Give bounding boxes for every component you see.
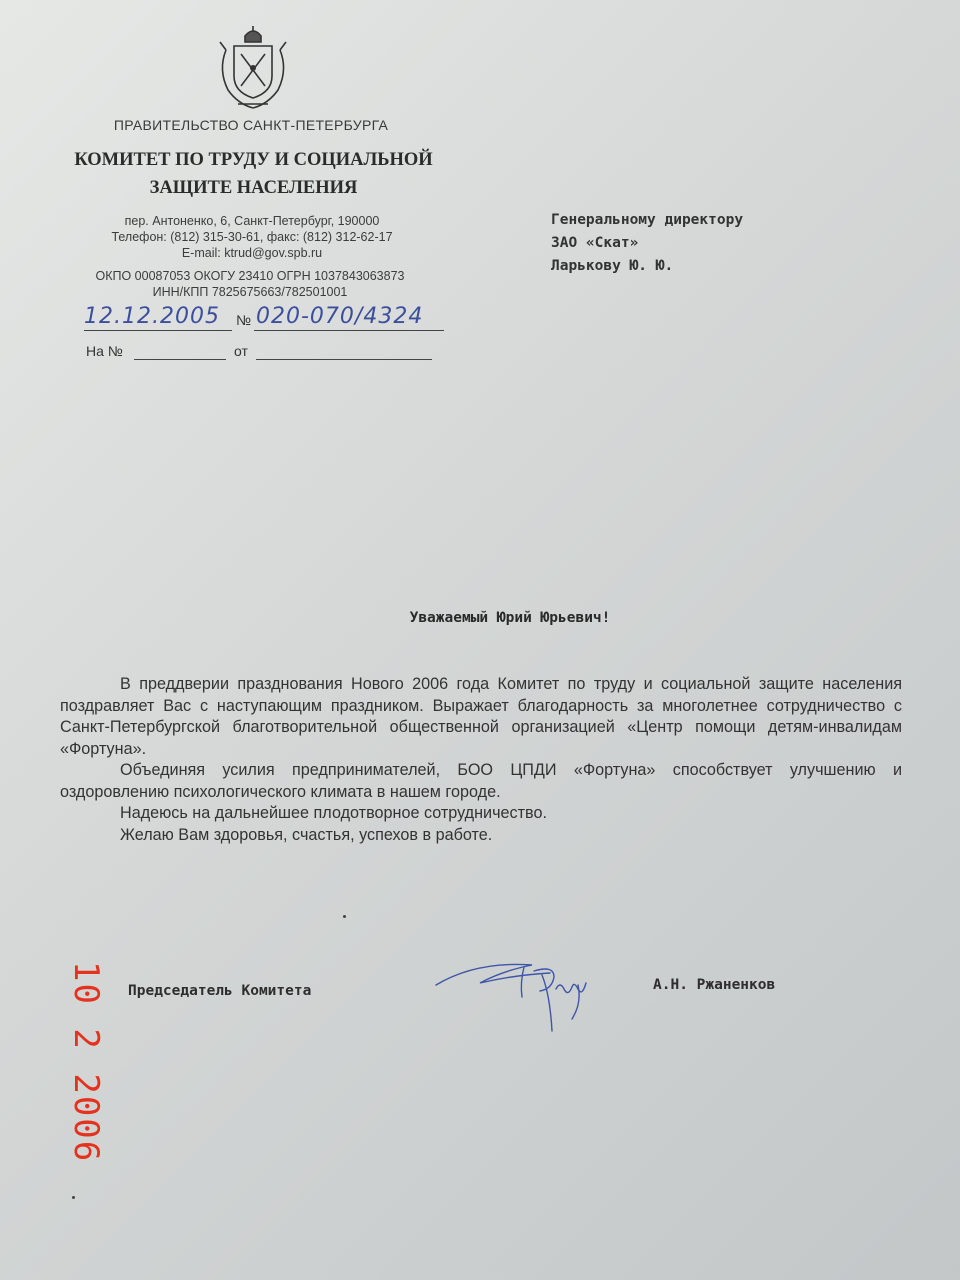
committee-name bbox=[46, 146, 461, 202]
number-underline bbox=[254, 330, 444, 331]
reference-date-blank bbox=[256, 359, 432, 360]
reference-row bbox=[86, 340, 446, 364]
registration-date: 12.12.2005 bbox=[84, 304, 220, 329]
paragraph: В преддверии празднования Нового 2006 года Комитет по труду и социальной защите населения поздравляет Вас с наступающим праздником. Выражает благодарность за многолетнее сотрудничество с Санкт-Петербургской благотворительной общественной организацией «Центр помощи детям-инвалидам «Фортуна». bbox=[60, 675, 902, 758]
registration-number-label: № bbox=[236, 312, 252, 328]
committee-name-line2: ЗАЩИТЕ НАСЕЛЕНИЯ bbox=[149, 178, 358, 198]
committee-name-line1: КОМИТЕТ ПО ТРУДУ И СОЦИАЛЬНОЙ bbox=[74, 150, 433, 170]
registration-number: 020-070/4324 bbox=[256, 304, 424, 329]
signatory-position: Председатель Комитета bbox=[128, 983, 312, 999]
reference-number-label: На № bbox=[86, 343, 123, 359]
paragraph: Объединяя усилия предпринимателей, БОО ЦПДИ «Фортуна» способствует улучшению и оздоровлению психологического климата в нашем городе. bbox=[60, 761, 902, 801]
government-name: ПРАВИТЕЛЬСТВО САНКТ-ПЕТЕРБУРГА bbox=[113, 117, 389, 133]
recipient-title: Генеральному директору bbox=[551, 212, 744, 228]
handwritten-signature bbox=[432, 945, 607, 1035]
contact-block bbox=[62, 213, 442, 261]
okpo-codes: ОКПО 00087053 ОКОГУ 23410 ОГРН 1037843063873 bbox=[95, 269, 405, 283]
reference-number-blank bbox=[134, 359, 226, 360]
coat-of-arms-icon bbox=[212, 24, 294, 114]
paragraph: Желаю Вам здоровья, счастья, успехов в работе. bbox=[120, 825, 493, 844]
outgoing-registration bbox=[84, 304, 474, 334]
recipient-company: ЗАО «Скат» bbox=[551, 235, 639, 251]
camera-date-text: 10 2 2006 bbox=[66, 961, 106, 1164]
greeting: Уважаемый Юрий Юрьевич! bbox=[409, 610, 611, 626]
paragraph: Надеюсь на дальнейшее плодотворное сотрудничество. bbox=[120, 804, 547, 822]
letter-body bbox=[60, 674, 902, 846]
email: E-mail: ktrud@gov.spb.ru bbox=[181, 246, 323, 260]
camera-date-stamp bbox=[2, 961, 106, 1164]
address: пер. Антоненко, 6, Санкт-Петербург, 190000 bbox=[124, 214, 380, 228]
paper-speck bbox=[72, 1196, 75, 1199]
recipient-name: Ларькову Ю. Ю. bbox=[551, 258, 674, 274]
date-underline bbox=[84, 330, 232, 331]
paper-speck bbox=[343, 915, 346, 918]
inn-kpp: ИНН/КПП 7825675663/782501001 bbox=[152, 285, 348, 299]
reference-from-label: от bbox=[234, 343, 248, 359]
recipient-block bbox=[551, 209, 851, 278]
phone-fax: Телефон: (812) 315-30-61, факс: (812) 312-62-17 bbox=[111, 230, 393, 244]
signatory-name: А.Н. Ржаненков bbox=[653, 977, 776, 993]
registry-codes bbox=[60, 268, 440, 300]
